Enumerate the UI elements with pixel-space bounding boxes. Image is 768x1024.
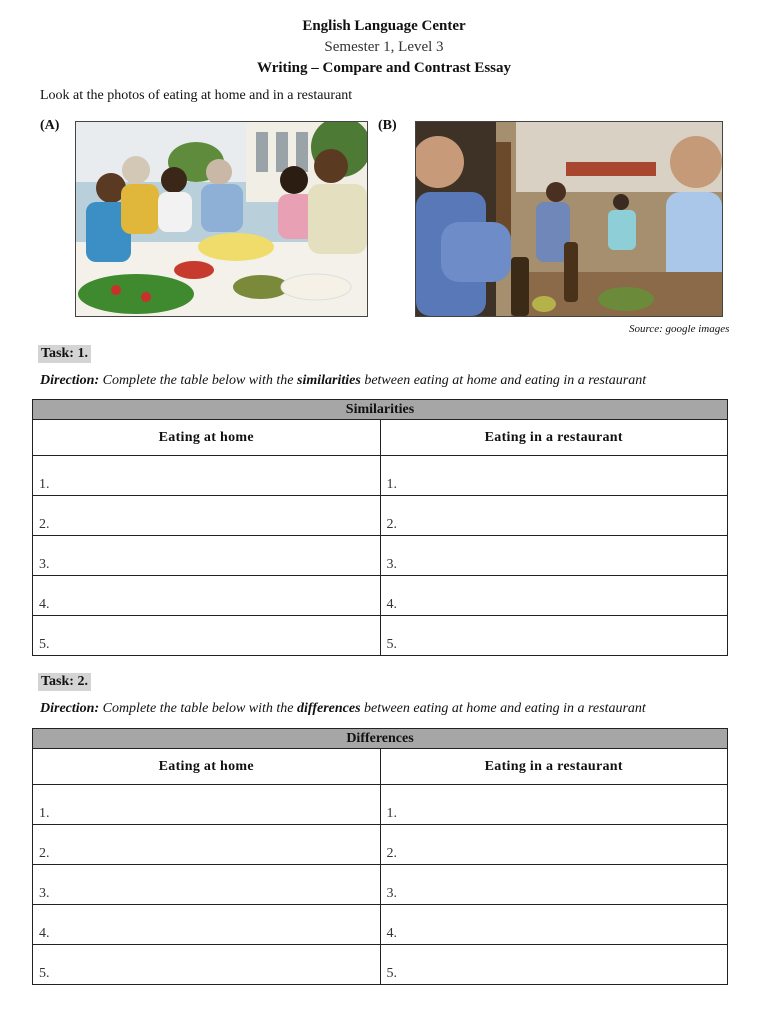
task-2-label: Task: 2. — [38, 673, 91, 691]
restaurant-answer-cell[interactable]: 1. — [380, 456, 728, 496]
direction-keyword: similarities — [297, 373, 361, 388]
restaurant-answer-cell[interactable]: 5. — [380, 616, 728, 656]
document-header — [0, 16, 768, 79]
restaurant-answer-cell[interactable]: 3. — [380, 536, 728, 576]
home-answer-cell[interactable]: 2. — [33, 496, 381, 536]
differences-table — [32, 728, 728, 985]
direction-text-pre: Complete the table below with the — [99, 701, 298, 716]
restaurant-answer-cell[interactable]: 5. — [380, 945, 728, 985]
column-header-restaurant: Eating in a restaurant — [380, 420, 728, 456]
restaurant-answer-cell[interactable]: 2. — [380, 496, 728, 536]
column-header-home: Eating at home — [33, 420, 381, 456]
direction-label: Direction: — [40, 701, 100, 716]
photo-home-family-meal — [75, 121, 368, 317]
home-answer-cell[interactable]: 5. — [33, 616, 381, 656]
center-name: English Language Center — [302, 18, 466, 34]
restaurant-answer-cell[interactable]: 4. — [380, 905, 728, 945]
restaurant-answer-cell[interactable]: 1. — [380, 785, 728, 825]
direction-text-post: between eating at home and eating in a restaurant — [360, 701, 646, 716]
photo-restaurant-meal — [415, 121, 723, 317]
direction-text-post: between eating at home and eating in a restaurant — [360, 373, 647, 388]
semester-level: Semester 1, Level 3 — [324, 39, 444, 55]
direction-text-pre: Complete the table below with the — [99, 373, 298, 388]
home-answer-cell[interactable]: 5. — [33, 945, 381, 985]
restaurant-answer-cell[interactable]: 3. — [380, 865, 728, 905]
direction-label: Direction: — [40, 373, 100, 388]
home-answer-cell[interactable]: 3. — [33, 536, 381, 576]
home-answer-cell[interactable]: 3. — [33, 865, 381, 905]
photo-a-label: (A) — [40, 118, 60, 133]
table-caption: Differences — [33, 729, 728, 749]
home-answer-cell[interactable]: 2. — [33, 825, 381, 865]
column-header-restaurant: Eating in a restaurant — [380, 749, 728, 785]
similarities-table — [32, 399, 728, 656]
intro-text: Look at the photos of eating at home and in a restaurant — [40, 88, 353, 103]
direction-keyword: differences — [297, 701, 361, 716]
home-answer-cell[interactable]: 4. — [33, 576, 381, 616]
photo-b-label: (B) — [378, 118, 397, 133]
home-answer-cell[interactable]: 4. — [33, 905, 381, 945]
task-1-label: Task: 1. — [38, 345, 91, 363]
task-1-direction — [40, 373, 646, 389]
restaurant-answer-cell[interactable]: 4. — [380, 576, 728, 616]
image-source-note: Source: google images — [629, 323, 730, 335]
home-answer-cell[interactable]: 1. — [33, 456, 381, 496]
home-answer-cell[interactable]: 1. — [33, 785, 381, 825]
page-title: Writing – Compare and Contrast Essay — [256, 60, 512, 76]
restaurant-answer-cell[interactable]: 2. — [380, 825, 728, 865]
table-caption: Similarities — [33, 400, 728, 420]
task-2-direction — [40, 701, 646, 717]
column-header-home: Eating at home — [33, 749, 381, 785]
